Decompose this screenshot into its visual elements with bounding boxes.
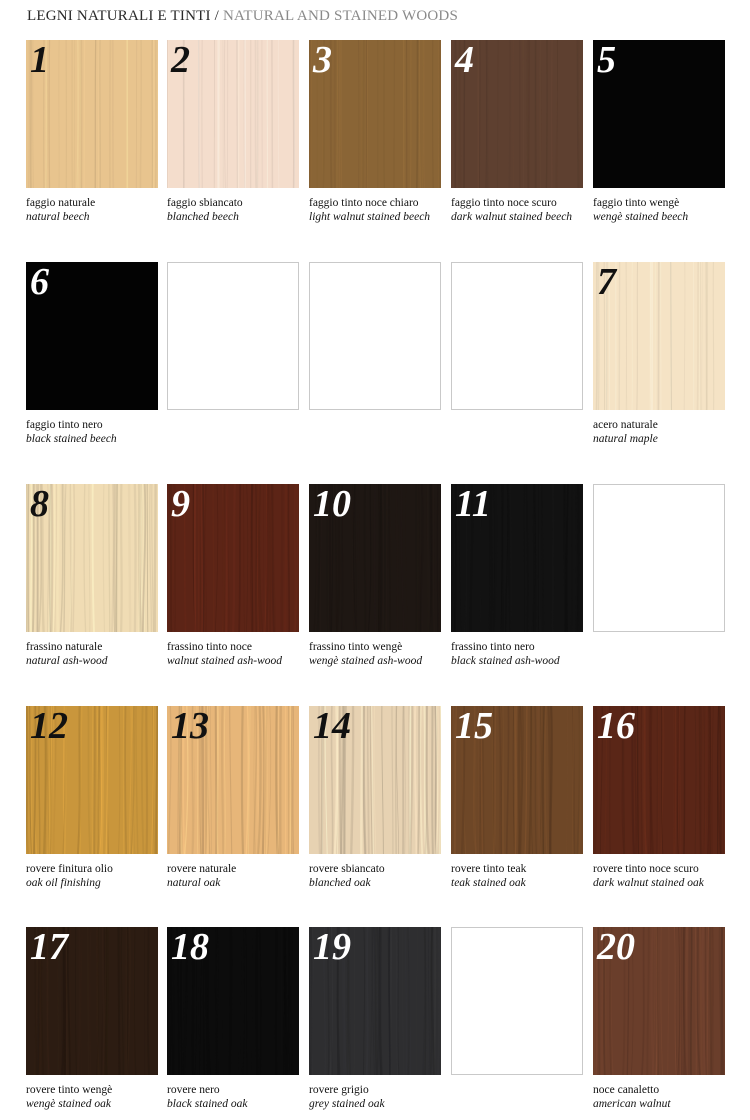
swatch-caption	[451, 196, 583, 224]
swatch-number: 15	[455, 706, 493, 747]
wood-swatch	[309, 40, 441, 188]
swatch-caption	[26, 196, 158, 224]
swatch-number: 19	[313, 927, 351, 968]
caption-italian: rovere tinto wengè	[26, 1084, 113, 1096]
wood-swatch	[451, 40, 583, 188]
wood-swatch	[593, 927, 725, 1075]
caption-english: wengè stained beech	[593, 211, 689, 223]
wood-swatch	[167, 40, 299, 188]
swatch-caption	[167, 196, 299, 224]
swatch-number: 14	[313, 706, 351, 747]
swatch-caption	[593, 1083, 725, 1111]
caption-english: blanched oak	[309, 877, 371, 889]
swatch-caption	[309, 1083, 441, 1111]
caption-italian: noce canaletto	[593, 1084, 660, 1096]
wood-tile-12	[26, 706, 158, 890]
caption-italian: faggio sbiancato	[167, 197, 243, 209]
swatch-number: 12	[30, 706, 68, 747]
empty-tile	[593, 484, 725, 632]
wood-tile-3	[309, 40, 441, 224]
swatch-number: 8	[30, 484, 49, 525]
swatch-number: 9	[171, 484, 190, 525]
empty-tile	[309, 262, 441, 410]
swatch-number: 18	[171, 927, 209, 968]
empty-tile	[167, 262, 299, 410]
caption-italian: faggio tinto noce scuro	[451, 197, 557, 209]
caption-italian: faggio tinto nero	[26, 419, 103, 431]
caption-english: natural maple	[593, 433, 658, 445]
wood-swatch	[26, 484, 158, 632]
caption-english: black stained beech	[26, 433, 117, 445]
wood-tile-11	[451, 484, 583, 668]
wood-tile-19	[309, 927, 441, 1111]
wood-tile-9	[167, 484, 299, 668]
caption-italian: rovere finitura olio	[26, 863, 113, 875]
wood-tile-16	[593, 706, 725, 890]
caption-english: oak oil finishing	[26, 877, 101, 889]
swatch-caption	[167, 862, 299, 890]
swatch-number: 11	[455, 484, 491, 525]
wood-tile-6	[26, 262, 158, 446]
wood-tile-8	[26, 484, 158, 668]
swatch-number: 4	[455, 40, 474, 81]
swatch-number: 3	[313, 40, 332, 81]
swatch-number: 2	[171, 40, 190, 81]
swatch-caption	[593, 862, 725, 890]
caption-italian: frassino tinto nero	[451, 641, 535, 653]
page-title	[27, 8, 458, 25]
empty-swatch	[309, 262, 441, 410]
swatch-number: 1	[30, 40, 49, 81]
caption-italian: faggio naturale	[26, 197, 96, 209]
empty-swatch	[451, 927, 583, 1075]
swatch-number: 13	[171, 706, 209, 747]
swatch-caption	[26, 640, 158, 668]
swatch-caption	[26, 862, 158, 890]
caption-english: natural oak	[167, 877, 221, 889]
caption-italian: rovere naturale	[167, 863, 237, 875]
caption-english: walnut stained ash-wood	[167, 655, 283, 667]
wood-tile-4	[451, 40, 583, 224]
wood-swatch	[167, 484, 299, 632]
swatch-caption	[593, 418, 725, 446]
wood-swatch	[26, 262, 158, 410]
swatch-number: 20	[597, 927, 635, 968]
caption-italian: frassino naturale	[26, 641, 103, 653]
wood-swatch	[26, 927, 158, 1075]
wood-tile-20	[593, 927, 725, 1111]
swatch-caption	[26, 418, 158, 446]
wood-swatch	[593, 706, 725, 854]
wood-swatch	[167, 927, 299, 1075]
swatch-caption	[451, 640, 583, 668]
wood-tile-1	[26, 40, 158, 224]
caption-english: wengè stained oak	[26, 1098, 111, 1110]
caption-italian: faggio tinto noce chiaro	[309, 197, 419, 209]
wood-swatch	[451, 484, 583, 632]
caption-italian: frassino tinto wengè	[309, 641, 403, 653]
swatch-number: 7	[597, 262, 616, 303]
caption-english: american walnut	[593, 1098, 671, 1110]
wood-tile-2	[167, 40, 299, 224]
title-italian: LEGNI NATURALI E TINTI	[27, 8, 211, 24]
empty-swatch	[451, 262, 583, 410]
empty-swatch	[593, 484, 725, 632]
empty-tile	[451, 262, 583, 410]
empty-tile	[451, 927, 583, 1075]
caption-italian: rovere tinto teak	[451, 863, 527, 875]
caption-italian: rovere tinto noce scuro	[593, 863, 699, 875]
wood-tile-13	[167, 706, 299, 890]
caption-italian: frassino tinto noce	[167, 641, 252, 653]
caption-english: natural beech	[26, 211, 90, 223]
wood-tile-18	[167, 927, 299, 1111]
swatch-caption	[26, 1083, 158, 1111]
swatch-caption	[309, 196, 441, 224]
caption-english: dark walnut stained oak	[593, 877, 704, 889]
caption-english: black stained oak	[167, 1098, 248, 1110]
swatch-number: 16	[597, 706, 635, 747]
wood-swatch	[26, 40, 158, 188]
caption-italian: faggio tinto wengè	[593, 197, 680, 209]
wood-tile-17	[26, 927, 158, 1111]
caption-italian: acero naturale	[593, 419, 658, 431]
caption-english: blanched beech	[167, 211, 239, 223]
wood-tile-10	[309, 484, 441, 668]
wood-tile-14	[309, 706, 441, 890]
wood-tile-5	[593, 40, 725, 224]
title-separator: /	[210, 8, 223, 24]
swatch-number: 6	[30, 262, 49, 303]
empty-swatch	[167, 262, 299, 410]
caption-english: wengè stained ash-wood	[309, 655, 423, 667]
swatch-caption	[309, 862, 441, 890]
caption-english: grey stained oak	[309, 1098, 385, 1110]
caption-english: light walnut stained beech	[309, 211, 431, 223]
wood-tile-7	[593, 262, 725, 446]
wood-swatch	[26, 706, 158, 854]
wood-swatch	[593, 40, 725, 188]
swatch-number: 17	[30, 927, 68, 968]
caption-english: black stained ash-wood	[451, 655, 560, 667]
wood-swatch	[167, 706, 299, 854]
caption-english: teak stained oak	[451, 877, 526, 889]
wood-swatch	[451, 706, 583, 854]
wood-swatch	[593, 262, 725, 410]
swatch-caption	[451, 862, 583, 890]
caption-italian: rovere grigio	[309, 1084, 369, 1096]
caption-italian: rovere nero	[167, 1084, 220, 1096]
swatch-number: 5	[597, 40, 616, 81]
swatch-caption	[167, 640, 299, 668]
swatch-caption	[593, 196, 725, 224]
wood-swatch	[309, 927, 441, 1075]
caption-english: dark walnut stained beech	[451, 211, 573, 223]
wood-swatch	[309, 484, 441, 632]
title-english: NATURAL AND STAINED WOODS	[222, 8, 458, 24]
caption-english: natural ash-wood	[26, 655, 108, 667]
caption-italian: rovere sbiancato	[309, 863, 385, 875]
swatch-number: 10	[313, 484, 351, 525]
wood-swatch	[309, 706, 441, 854]
swatch-caption	[309, 640, 441, 668]
swatch-caption	[167, 1083, 299, 1111]
wood-tile-15	[451, 706, 583, 890]
